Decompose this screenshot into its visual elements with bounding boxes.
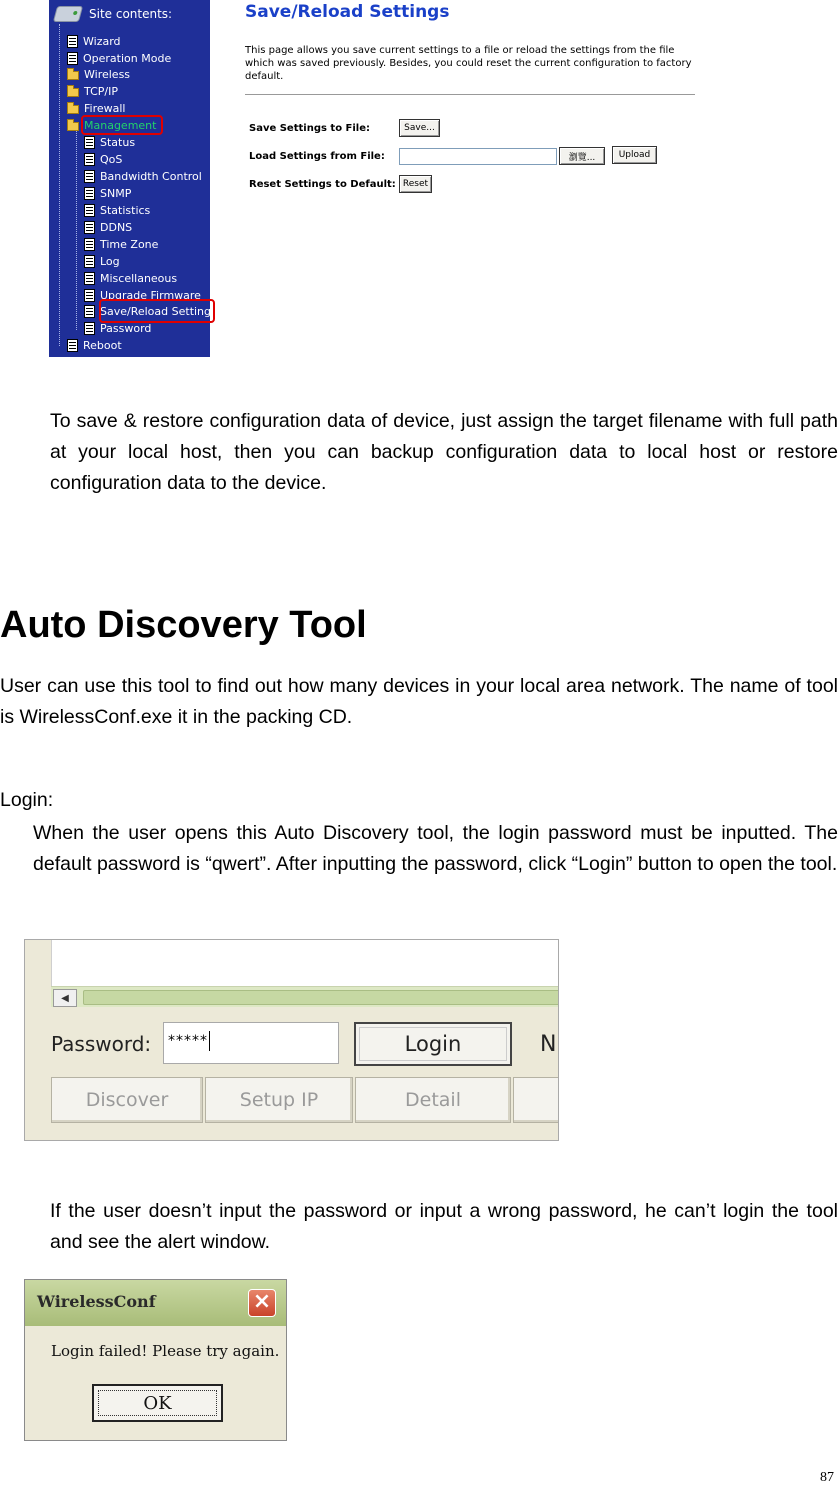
- save-button[interactable]: Save...: [399, 119, 440, 137]
- ok-button[interactable]: OK: [92, 1384, 223, 1422]
- scroll-left-icon[interactable]: ◀: [53, 989, 77, 1007]
- upload-button[interactable]: Upload: [612, 146, 657, 164]
- next-button[interactable]: [513, 1077, 559, 1123]
- sidebar-item-log[interactable]: Log: [84, 253, 120, 269]
- setup-ip-button[interactable]: Setup IP: [205, 1077, 353, 1123]
- page-icon: [84, 305, 95, 318]
- page-icon: [84, 272, 95, 285]
- sidebar-item-snmp[interactable]: SNMP: [84, 185, 131, 201]
- browse-button[interactable]: 瀏覽...: [559, 147, 605, 165]
- password-label: Password:: [51, 1032, 152, 1056]
- page-icon: [84, 204, 95, 217]
- page-icon: [84, 221, 95, 234]
- page-icon: [67, 339, 78, 352]
- sidebar-item-qos[interactable]: QoS: [84, 151, 122, 167]
- section-heading: Auto Discovery Tool: [0, 604, 367, 646]
- discover-button[interactable]: Discover: [51, 1077, 203, 1123]
- reset-button[interactable]: Reset: [399, 175, 432, 193]
- sidebar-item-management[interactable]: Management: [67, 117, 156, 133]
- sidebar-item-bandwidth-control[interactable]: Bandwidth Control: [84, 168, 202, 184]
- management-highlight: [81, 115, 163, 135]
- password-input[interactable]: *****: [163, 1022, 339, 1064]
- sidebar-item-tcpip[interactable]: TCP/IP: [67, 83, 118, 99]
- page-icon: [67, 35, 78, 48]
- sidebar-title: Site contents:: [89, 7, 173, 21]
- login-screenshot: [24, 939, 559, 1141]
- page-icon: [84, 238, 95, 251]
- folder-icon: [67, 88, 79, 97]
- load-file-input[interactable]: [399, 148, 557, 165]
- page-icon: [84, 136, 95, 149]
- sidebar-item-ddns[interactable]: DDNS: [84, 219, 132, 235]
- page-icon: [84, 255, 95, 268]
- page-title: Save/Reload Settings: [245, 2, 450, 22]
- paragraph-login: When the user opens this Auto Discovery tool, the login password must be inputted. The default password is “qwert”. After inputting the password, click “Login” button to open the tool.: [33, 822, 838, 875]
- page-icon: [84, 170, 95, 183]
- sidebar-item-statistics[interactable]: Statistics: [84, 202, 150, 218]
- sidebar-item-miscellaneous[interactable]: Miscellaneous: [84, 270, 177, 286]
- page-icon: [84, 322, 95, 335]
- folder-open-icon: [67, 122, 79, 131]
- login-subheading: Login:: [0, 789, 54, 811]
- paragraph-tool-intro: User can use this tool to find out how many devices in your local area network. The name of tool is WirelessConf.exe it in the packing CD.: [0, 675, 838, 728]
- sidebar-item-wizard[interactable]: Wizard: [67, 33, 121, 49]
- page-number: 87: [820, 1470, 834, 1485]
- reset-settings-label: Reset Settings to Default:: [249, 179, 396, 190]
- divider: [245, 94, 695, 95]
- sidebar-item-save-reload-setting[interactable]: Save/Reload Setting: [84, 303, 211, 319]
- page-description: This page allows you save current settings to a file or reload the settings from the file which was saved previously. Besides, you could reset the current configuration to factory default.: [245, 45, 692, 82]
- paragraph-wrong-password: If the user doesn’t input the password or input a wrong password, he can’t login the tool and see the alert window.: [50, 1200, 838, 1253]
- load-settings-label: Load Settings from File:: [249, 151, 385, 162]
- sidebar-item-reboot[interactable]: Reboot: [67, 337, 122, 353]
- folder-icon: [67, 105, 79, 114]
- site-contents-sidebar: [49, 0, 210, 357]
- page-icon: [84, 187, 95, 200]
- router-screenshot: [49, 0, 840, 357]
- sidebar-item-firewall[interactable]: Firewall: [67, 100, 125, 116]
- dialog-message: Login failed! Please try again.: [51, 1342, 280, 1360]
- sidebar-item-operation-mode[interactable]: Operation Mode: [67, 50, 171, 66]
- page-icon: [84, 153, 95, 166]
- sidebar-item-time-zone[interactable]: Time Zone: [84, 236, 158, 252]
- sidebar-item-password[interactable]: Password: [84, 320, 151, 336]
- page-icon: [67, 52, 78, 65]
- folder-icon: [67, 71, 79, 80]
- sidebar-item-upgrade-firmware[interactable]: Upgrade Firmware: [84, 287, 201, 303]
- settings-content: [245, 0, 840, 357]
- sidebar-item-status[interactable]: Status: [84, 134, 135, 150]
- paragraph-save-restore: To save & restore configuration data of device, just assign the target filename with full path at your local host, then you can backup configuration data to local host or restore configuration data to the device.: [50, 410, 838, 494]
- drive-icon: [53, 6, 83, 22]
- sidebar-header: [55, 3, 172, 25]
- save-settings-label: Save Settings to File:: [249, 123, 371, 134]
- close-icon[interactable]: ×: [248, 1289, 276, 1317]
- sidebar-item-wireless[interactable]: Wireless: [67, 66, 130, 82]
- login-button[interactable]: Login: [354, 1022, 512, 1066]
- detail-button[interactable]: Detail: [355, 1077, 511, 1123]
- truncated-button-label: N: [540, 1032, 557, 1057]
- scroll-thumb[interactable]: [83, 990, 559, 1005]
- horizontal-scrollbar[interactable]: [51, 986, 559, 1007]
- page-icon: [84, 289, 95, 302]
- alert-dialog: [24, 1279, 287, 1441]
- dialog-title: WirelessConf: [37, 1292, 156, 1311]
